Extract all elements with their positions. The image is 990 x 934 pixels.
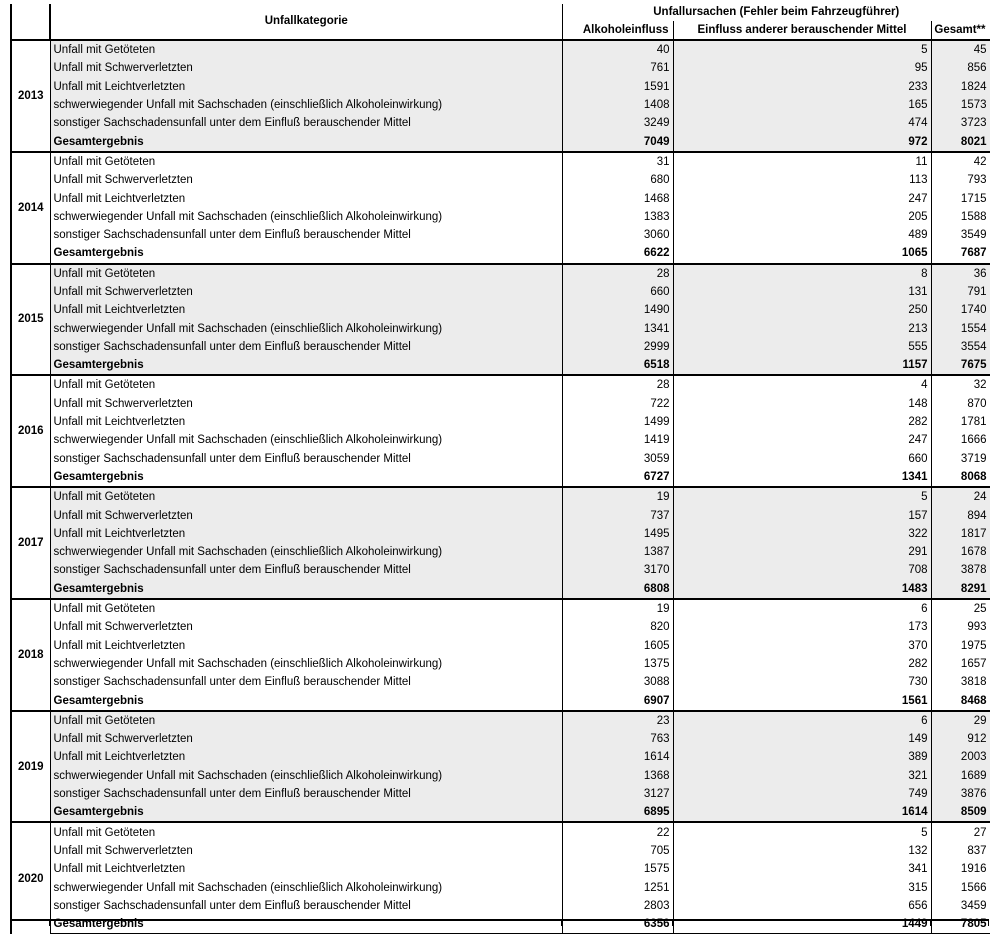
other-substances-value: 132 [673, 842, 931, 860]
category-cell: Unfall mit Leichtverletzten [50, 637, 562, 655]
table-row [11, 171, 990, 189]
other-substances-value: 315 [673, 878, 931, 896]
total-value: 912 [931, 730, 990, 748]
other-substances-value: 474 [673, 114, 931, 132]
alcohol-value: 1408 [562, 96, 673, 114]
other-substances-value: 749 [673, 785, 931, 803]
total-value: 1573 [931, 96, 990, 114]
cause-group-header: Unfallursachen (Fehler beim Fahrzeugführer) [562, 4, 990, 21]
year-group [11, 152, 990, 264]
table-row [11, 730, 990, 748]
other-substances-value: 282 [673, 655, 931, 673]
alcohol-value: 2803 [562, 897, 673, 915]
alcohol-value: 2999 [562, 338, 673, 356]
table-row [11, 655, 990, 673]
alcohol-value: 1605 [562, 637, 673, 655]
alcohol-value: 6907 [562, 691, 673, 710]
total-value: 8509 [931, 803, 990, 822]
other-substances-value: 6 [673, 711, 931, 730]
other-substances-value: 656 [673, 897, 931, 915]
alcohol-value: 3127 [562, 785, 673, 803]
total-value: 27 [931, 822, 990, 841]
other-substances-value: 1341 [673, 468, 931, 487]
category-cell: schwerwiegender Unfall mit Sachschaden (einschließlich Alkoholeinwirkung) [50, 431, 562, 449]
category-header: Unfallkategorie [50, 4, 562, 40]
category-cell: Gesamtergebnis [50, 356, 562, 375]
table-row [11, 897, 990, 915]
year-header [11, 4, 50, 40]
table-header [11, 4, 990, 40]
total-value: 1975 [931, 637, 990, 655]
other-substances-value: 11 [673, 152, 931, 171]
total-value: 1740 [931, 301, 990, 319]
other-substances-value: 322 [673, 525, 931, 543]
alcohol-value: 22 [562, 822, 673, 841]
other-substances-value: 660 [673, 450, 931, 468]
total-value: 791 [931, 283, 990, 301]
total-value: 837 [931, 842, 990, 860]
category-cell: Unfall mit Getöteten [50, 375, 562, 394]
category-cell: Gesamtergebnis [50, 580, 562, 599]
alcohol-value: 1490 [562, 301, 673, 319]
total-value: 1824 [931, 78, 990, 96]
other-substances-value: 6 [673, 599, 931, 618]
table-row [11, 189, 990, 207]
table-row [11, 264, 990, 283]
other-substances-value: 555 [673, 338, 931, 356]
alcohol-value: 6518 [562, 356, 673, 375]
category-cell: Gesamtergebnis [50, 468, 562, 487]
total-value: 3549 [931, 226, 990, 244]
category-cell: Gesamtergebnis [50, 691, 562, 710]
year-cell: 2017 [11, 487, 50, 599]
other-substances-value: 4 [673, 375, 931, 394]
table-row [11, 543, 990, 561]
alcohol-value: 1251 [562, 878, 673, 896]
year-group [11, 711, 990, 823]
category-cell: Unfall mit Leichtverletzten [50, 748, 562, 766]
other-substances-value: 205 [673, 208, 931, 226]
category-cell: Unfall mit Schwerverletzten [50, 506, 562, 524]
year-group [11, 40, 990, 152]
table-row [11, 431, 990, 449]
other-substances-value: 8 [673, 264, 931, 283]
category-cell: Unfall mit Getöteten [50, 822, 562, 841]
other-substances-value: 291 [673, 543, 931, 561]
year-cell: 2013 [11, 40, 50, 152]
year-group [11, 264, 990, 376]
alcohol-value: 23 [562, 711, 673, 730]
other-substances-value: 1483 [673, 580, 931, 599]
other-substances-value: 1614 [673, 803, 931, 822]
category-cell: Unfall mit Schwerverletzten [50, 171, 562, 189]
table-row [11, 319, 990, 337]
total-value: 1689 [931, 767, 990, 785]
table-row [11, 822, 990, 841]
other-substances-value: 247 [673, 431, 931, 449]
year-cell: 2016 [11, 375, 50, 487]
table-row [11, 338, 990, 356]
total-value: 8021 [931, 132, 990, 151]
category-cell: sonstiger Sachschadensunfall unter dem Einfluß berauschender Mittel [50, 450, 562, 468]
alcohol-value: 6895 [562, 803, 673, 822]
total-value: 32 [931, 375, 990, 394]
category-cell: Unfall mit Leichtverletzten [50, 525, 562, 543]
total-row [11, 356, 990, 375]
alcohol-value: 1419 [562, 431, 673, 449]
alcohol-value: 1383 [562, 208, 673, 226]
year-cell: 2015 [11, 264, 50, 376]
table-row [11, 208, 990, 226]
table-row [11, 525, 990, 543]
table-row [11, 78, 990, 96]
table-row [11, 413, 990, 431]
total-row [11, 580, 990, 599]
other-substances-value: 730 [673, 673, 931, 691]
other-substances-value: 389 [673, 748, 931, 766]
other-substances-value: 5 [673, 487, 931, 506]
other-substances-value: 113 [673, 171, 931, 189]
other-substances-value: 708 [673, 561, 931, 579]
total-value: 3818 [931, 673, 990, 691]
year-group [11, 375, 990, 487]
alcohol-value: 761 [562, 59, 673, 77]
alcohol-value: 763 [562, 730, 673, 748]
alcohol-value: 1368 [562, 767, 673, 785]
table-row [11, 711, 990, 730]
total-value: 25 [931, 599, 990, 618]
table-row [11, 767, 990, 785]
alcohol-value: 3088 [562, 673, 673, 691]
other-substances-value: 213 [673, 319, 931, 337]
alcohol-value: 28 [562, 375, 673, 394]
alcohol-value: 1468 [562, 189, 673, 207]
category-cell: Unfall mit Leichtverletzten [50, 860, 562, 878]
table-row [11, 878, 990, 896]
category-cell: Unfall mit Schwerverletzten [50, 618, 562, 636]
alcohol-value: 722 [562, 395, 673, 413]
alcohol-value: 6727 [562, 468, 673, 487]
total-value: 1588 [931, 208, 990, 226]
total-value: 793 [931, 171, 990, 189]
other-substances-value: 5 [673, 40, 931, 59]
total-value: 3459 [931, 897, 990, 915]
table-row [11, 637, 990, 655]
other-substances-value: 489 [673, 226, 931, 244]
total-row [11, 244, 990, 263]
category-cell: Unfall mit Getöteten [50, 487, 562, 506]
category-cell: Gesamtergebnis [50, 132, 562, 151]
total-value: 45 [931, 40, 990, 59]
total-value: 7805 [931, 915, 990, 934]
other-substances-value: 1449 [673, 915, 931, 934]
other-substances-value: 972 [673, 132, 931, 151]
alcohol-value: 31 [562, 152, 673, 171]
alcohol-value: 1495 [562, 525, 673, 543]
category-cell: Unfall mit Schwerverletzten [50, 59, 562, 77]
alcohol-value: 1375 [562, 655, 673, 673]
total-value: 993 [931, 618, 990, 636]
alcohol-value: 19 [562, 487, 673, 506]
total-value: 870 [931, 395, 990, 413]
table-row [11, 506, 990, 524]
total-value: 1715 [931, 189, 990, 207]
table-row [11, 748, 990, 766]
alcohol-value: 660 [562, 283, 673, 301]
total-row [11, 803, 990, 822]
other-substances-value: 95 [673, 59, 931, 77]
total-column-header: Gesamt** [931, 21, 990, 40]
table-row [11, 114, 990, 132]
table-row [11, 487, 990, 506]
total-value: 1666 [931, 431, 990, 449]
category-cell: sonstiger Sachschadensunfall unter dem Einfluß berauschender Mittel [50, 897, 562, 915]
category-cell: Unfall mit Leichtverletzten [50, 301, 562, 319]
category-cell: schwerwiegender Unfall mit Sachschaden (einschließlich Alkoholeinwirkung) [50, 655, 562, 673]
year-cell: 2019 [11, 711, 50, 823]
category-cell: sonstiger Sachschadensunfall unter dem Einfluß berauschender Mittel [50, 673, 562, 691]
alcohol-column-header: Alkoholeinfluss [562, 21, 673, 40]
table-row [11, 375, 990, 394]
total-value: 7687 [931, 244, 990, 263]
table-row [11, 301, 990, 319]
category-cell: Unfall mit Getöteten [50, 40, 562, 59]
other-substances-column-header: Einfluss anderer berauschender Mittel [673, 21, 931, 40]
alcohol-value: 6622 [562, 244, 673, 263]
total-value: 36 [931, 264, 990, 283]
other-substances-value: 282 [673, 413, 931, 431]
total-value: 1781 [931, 413, 990, 431]
table-row [11, 226, 990, 244]
category-cell: sonstiger Sachschadensunfall unter dem Einfluß berauschender Mittel [50, 561, 562, 579]
other-substances-value: 247 [673, 189, 931, 207]
alcohol-value: 3059 [562, 450, 673, 468]
other-substances-value: 233 [673, 78, 931, 96]
table-row [11, 96, 990, 114]
total-value: 8291 [931, 580, 990, 599]
table-row [11, 842, 990, 860]
total-value: 3723 [931, 114, 990, 132]
year-group [11, 487, 990, 599]
total-value: 29 [931, 711, 990, 730]
year-group [11, 822, 990, 933]
other-substances-value: 341 [673, 860, 931, 878]
total-value: 1566 [931, 878, 990, 896]
category-cell: schwerwiegender Unfall mit Sachschaden (einschließlich Alkoholeinwirkung) [50, 878, 562, 896]
alcohol-value: 40 [562, 40, 673, 59]
alcohol-value: 705 [562, 842, 673, 860]
table-row [11, 673, 990, 691]
table-row [11, 561, 990, 579]
table-row [11, 395, 990, 413]
total-value: 8468 [931, 691, 990, 710]
table-row [11, 618, 990, 636]
table-row [11, 283, 990, 301]
other-substances-value: 370 [673, 637, 931, 655]
alcohol-value: 1387 [562, 543, 673, 561]
table-row [11, 450, 990, 468]
accident-table [10, 4, 990, 934]
category-cell: sonstiger Sachschadensunfall unter dem Einfluß berauschender Mittel [50, 338, 562, 356]
total-value: 3719 [931, 450, 990, 468]
category-cell: Unfall mit Getöteten [50, 264, 562, 283]
total-value: 3878 [931, 561, 990, 579]
total-value: 894 [931, 506, 990, 524]
alcohol-value: 6356 [562, 915, 673, 934]
category-cell: Unfall mit Schwerverletzten [50, 283, 562, 301]
category-cell: Unfall mit Getöteten [50, 599, 562, 618]
total-value: 42 [931, 152, 990, 171]
table-row [11, 599, 990, 618]
category-cell: Gesamtergebnis [50, 915, 562, 934]
total-value: 1678 [931, 543, 990, 561]
table-row [11, 785, 990, 803]
table-row [11, 59, 990, 77]
alcohol-value: 1575 [562, 860, 673, 878]
total-value: 1817 [931, 525, 990, 543]
other-substances-value: 148 [673, 395, 931, 413]
alcohol-value: 3060 [562, 226, 673, 244]
category-cell: Unfall mit Schwerverletzten [50, 842, 562, 860]
total-value: 24 [931, 487, 990, 506]
alcohol-value: 1614 [562, 748, 673, 766]
category-cell: Unfall mit Schwerverletzten [50, 395, 562, 413]
alcohol-value: 1499 [562, 413, 673, 431]
alcohol-value: 1591 [562, 78, 673, 96]
other-substances-value: 173 [673, 618, 931, 636]
alcohol-value: 19 [562, 599, 673, 618]
category-cell: Unfall mit Leichtverletzten [50, 189, 562, 207]
other-substances-value: 1157 [673, 356, 931, 375]
total-row [11, 132, 990, 151]
category-cell: Gesamtergebnis [50, 244, 562, 263]
total-value: 1916 [931, 860, 990, 878]
total-value: 1657 [931, 655, 990, 673]
year-group [11, 599, 990, 711]
total-value: 2003 [931, 748, 990, 766]
total-value: 3554 [931, 338, 990, 356]
alcohol-value: 28 [562, 264, 673, 283]
alcohol-value: 6808 [562, 580, 673, 599]
category-cell: sonstiger Sachschadensunfall unter dem Einfluß berauschender Mittel [50, 114, 562, 132]
year-cell: 2014 [11, 152, 50, 264]
total-value: 8068 [931, 468, 990, 487]
category-cell: schwerwiegender Unfall mit Sachschaden (einschließlich Alkoholeinwirkung) [50, 767, 562, 785]
other-substances-value: 321 [673, 767, 931, 785]
total-row [11, 691, 990, 710]
category-cell: sonstiger Sachschadensunfall unter dem Einfluß berauschender Mittel [50, 785, 562, 803]
alcohol-value: 7049 [562, 132, 673, 151]
other-substances-value: 1561 [673, 691, 931, 710]
category-cell: Gesamtergebnis [50, 803, 562, 822]
alcohol-value: 1341 [562, 319, 673, 337]
table-row [11, 152, 990, 171]
category-cell: sonstiger Sachschadensunfall unter dem Einfluß berauschender Mittel [50, 226, 562, 244]
total-value: 7675 [931, 356, 990, 375]
category-cell: Unfall mit Leichtverletzten [50, 78, 562, 96]
other-substances-value: 131 [673, 283, 931, 301]
total-value: 856 [931, 59, 990, 77]
category-cell: schwerwiegender Unfall mit Sachschaden (einschließlich Alkoholeinwirkung) [50, 208, 562, 226]
alcohol-value: 820 [562, 618, 673, 636]
other-substances-value: 1065 [673, 244, 931, 263]
total-value: 1554 [931, 319, 990, 337]
other-substances-value: 149 [673, 730, 931, 748]
other-substances-value: 5 [673, 822, 931, 841]
other-substances-value: 165 [673, 96, 931, 114]
total-row [11, 468, 990, 487]
category-cell: Unfall mit Schwerverletzten [50, 730, 562, 748]
category-cell: schwerwiegender Unfall mit Sachschaden (einschließlich Alkoholeinwirkung) [50, 543, 562, 561]
category-cell: schwerwiegender Unfall mit Sachschaden (einschließlich Alkoholeinwirkung) [50, 319, 562, 337]
other-substances-value: 250 [673, 301, 931, 319]
total-value: 3876 [931, 785, 990, 803]
category-cell: schwerwiegender Unfall mit Sachschaden (einschließlich Alkoholeinwirkung) [50, 96, 562, 114]
category-cell: Unfall mit Leichtverletzten [50, 413, 562, 431]
alcohol-value: 3249 [562, 114, 673, 132]
category-cell: Unfall mit Getöteten [50, 152, 562, 171]
category-cell: Unfall mit Getöteten [50, 711, 562, 730]
year-cell: 2018 [11, 599, 50, 711]
alcohol-value: 737 [562, 506, 673, 524]
table-bottom-edge [10, 919, 989, 926]
alcohol-value: 3170 [562, 561, 673, 579]
other-substances-value: 157 [673, 506, 931, 524]
year-cell: 2020 [11, 822, 50, 933]
table-row [11, 40, 990, 59]
table-row [11, 860, 990, 878]
alcohol-value: 680 [562, 171, 673, 189]
